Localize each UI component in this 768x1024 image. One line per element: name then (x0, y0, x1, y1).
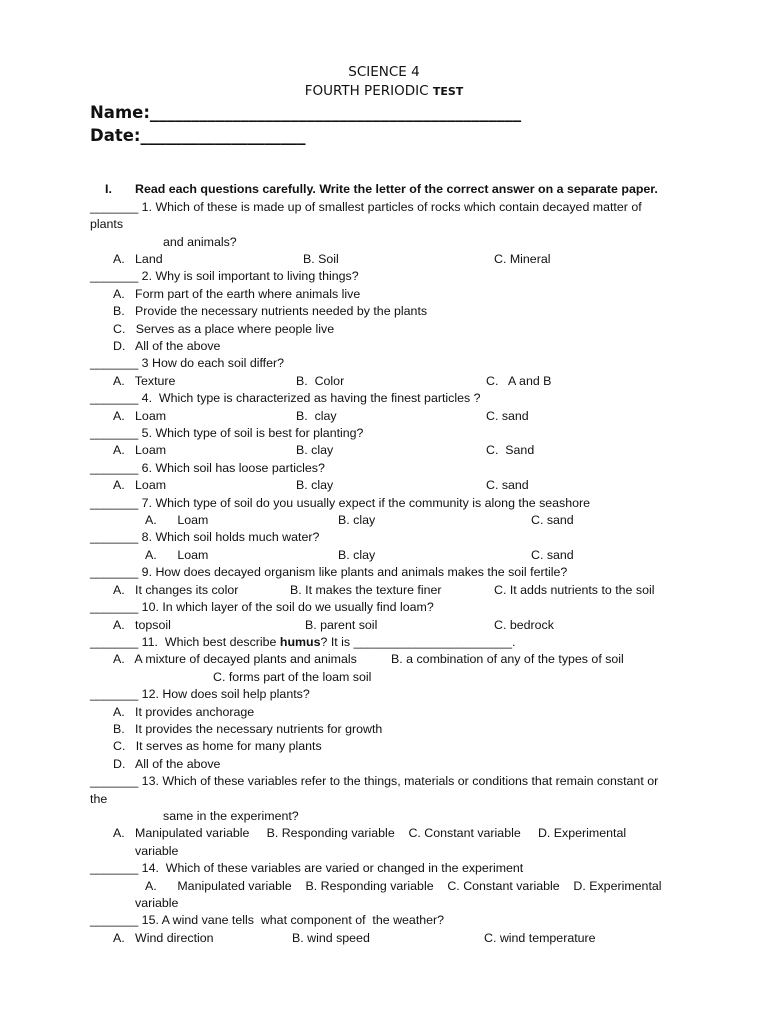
option-c: C. A and B (486, 374, 552, 388)
test-title-small: TEST (432, 85, 464, 98)
option-b: B. It makes the texture finer (290, 583, 442, 597)
option-a: A. Texture (113, 374, 176, 388)
option-c: C. It serves as home for many plants (113, 739, 322, 753)
option-b: B. clay (296, 409, 337, 423)
option-c: C. sand (486, 478, 529, 492)
options-row: A. Manipulated variable B. Responding variable C. Constant variable D. Experimental (113, 826, 627, 840)
name-field: Name:_____________________________________________ (90, 103, 522, 122)
option-c: C. sand (531, 513, 574, 527)
option-b: B. wind speed (292, 931, 370, 945)
option-a: A. Loam (145, 548, 209, 562)
option-c: C. sand (531, 548, 574, 562)
question-13-wrap: the (90, 792, 108, 806)
question-1: _______ 1. Which of these is made up of smallest particles of rocks which contain decayed matter of (90, 200, 642, 214)
option-c: C. forms part of the loam soil (213, 670, 372, 684)
option-a: A. Loam (113, 478, 167, 492)
option-b: B. Provide the necessary nutrients needed by the plants (113, 304, 428, 318)
question-11 (90, 634, 516, 650)
option-a: A. topsoil (113, 618, 171, 632)
option-b: B. a combination of any of the types of soil (391, 652, 624, 666)
option-a: A. Loam (113, 443, 167, 457)
option-c: C. bedrock (494, 618, 554, 632)
question-7: _______ 7. Which type of soil do you usually expect if the community is along the seashore (90, 496, 591, 510)
subject-title: SCIENCE 4 (348, 64, 420, 80)
option-c: C. Serves as a place where people live (113, 322, 335, 336)
option-c: C. It adds nutrients to the soil (494, 583, 655, 597)
option-b: B. Soil (303, 252, 339, 266)
test-title (0, 83, 768, 99)
question-4: _______ 4. Which type is characterized as having the finest particles ? (90, 391, 481, 405)
date-field: Date:____________________ (90, 126, 306, 145)
question-11-blank: ? It is _______________________. (320, 635, 516, 649)
option-a: A. Wind direction (113, 931, 214, 945)
option-c: C. wind temperature (484, 931, 596, 945)
section-number: I. (105, 182, 112, 196)
test-title-main: FOURTH PERIODIC (304, 83, 433, 99)
options-row-wrap: variable (135, 896, 179, 910)
question-5: _______ 5. Which type of soil is best for planting? (90, 426, 364, 440)
option-d: D. All of the above (113, 339, 221, 353)
option-c: C. Mineral (494, 252, 551, 266)
option-c: C. sand (486, 409, 529, 423)
section-instruction: Read each questions carefully. Write the letter of the correct answer on a separate paper. (135, 182, 658, 196)
question-1-wrap: and animals? (163, 235, 237, 249)
option-a: A. Land (113, 252, 163, 266)
option-b: B. Color (296, 374, 345, 388)
options-row-wrap: variable (135, 844, 179, 858)
question-12: _______ 12. How does soil help plants? (90, 687, 310, 701)
option-b: B. clay (296, 478, 334, 492)
option-b: B. parent soil (305, 618, 378, 632)
question-13: _______ 13. Which of these variables refer to the things, materials or conditions that remain constant or (90, 774, 659, 788)
option-a: A. It changes its color (113, 583, 239, 597)
question-13-wrap: same in the experiment? (163, 809, 299, 823)
option-a: A. It provides anchorage (113, 705, 255, 719)
question-2: _______ 2. Why is soil important to living things? (90, 269, 359, 283)
question-1-wrap: plants (90, 217, 124, 231)
option-a: A. A mixture of decayed plants and animals (113, 652, 357, 666)
option-b: B. clay (338, 513, 376, 527)
question-9: _______ 9. How does decayed organism like plants and animals makes the soil fertile? (90, 565, 568, 579)
options-row: A. Manipulated variable B. Responding variable C. Constant variable D. Experimental (145, 879, 662, 893)
humus-term: humus (279, 635, 321, 649)
option-d: D. All of the above (113, 757, 221, 771)
question-3: _______ 3 How do each soil differ? (90, 356, 285, 370)
option-a: A. Loam (145, 513, 209, 527)
option-a: A. Loam (113, 409, 167, 423)
question-6: _______ 6. Which soil has loose particles? (90, 461, 325, 475)
question-11-text: _______ 11. Which best describe (90, 635, 280, 649)
option-b: B. clay (296, 443, 334, 457)
question-15: _______ 15. A wind vane tells what component of the weather? (90, 913, 445, 927)
option-a: A. Form part of the earth where animals live (113, 287, 361, 301)
option-b: B. clay (338, 548, 376, 562)
question-10: _______ 10. In which layer of the soil do we usually find loam? (90, 600, 434, 614)
option-c: C. Sand (486, 443, 535, 457)
option-b: B. It provides the necessary nutrients for growth (113, 722, 383, 736)
question-14: _______ 14. Which of these variables are varied or changed in the experiment (90, 861, 524, 875)
question-8: _______ 8. Which soil holds much water? (90, 530, 320, 544)
